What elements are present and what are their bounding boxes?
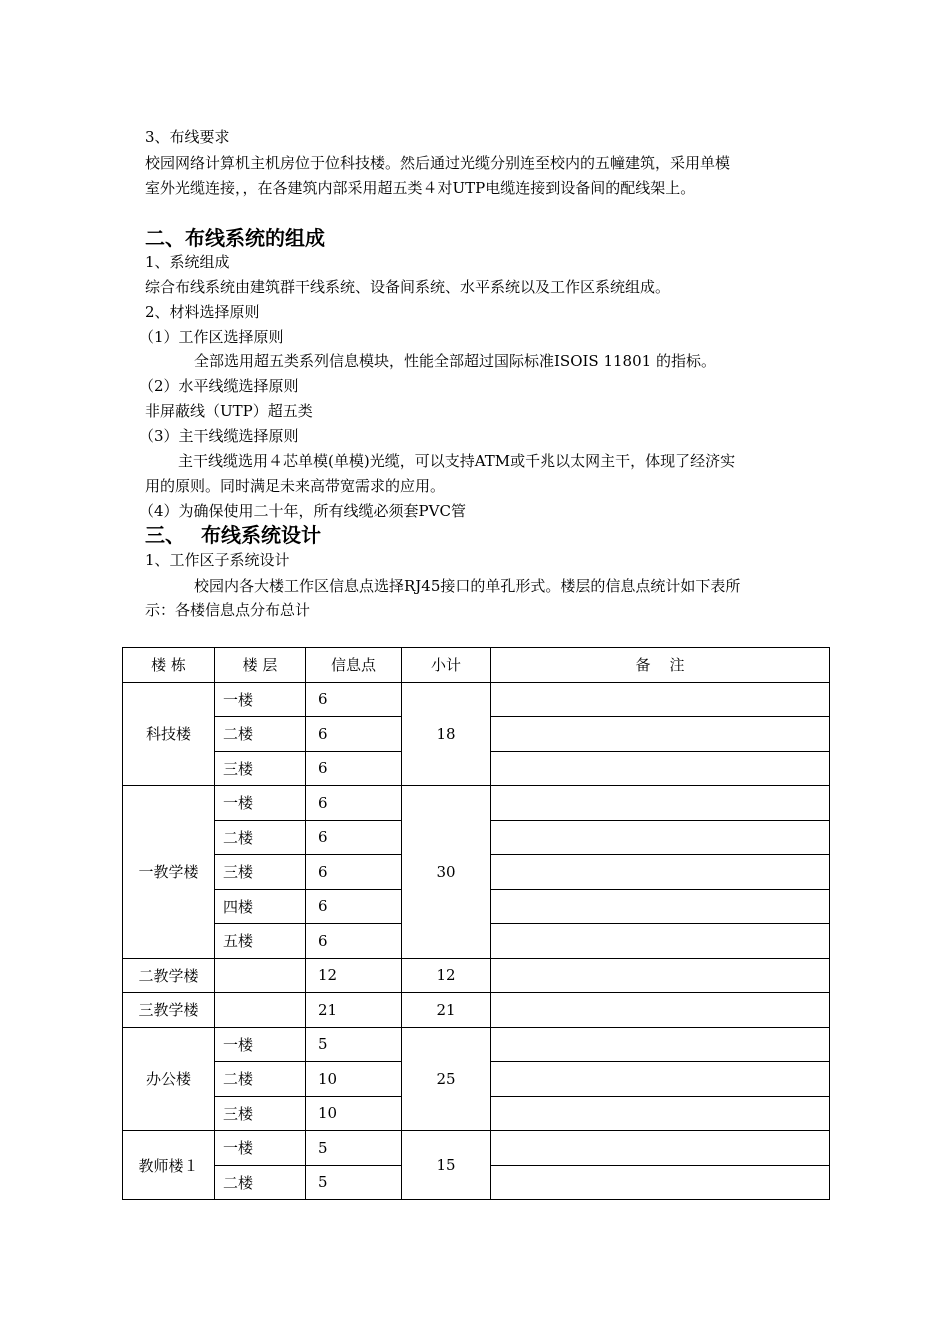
- points-cell: 5: [306, 1165, 402, 1200]
- info-point-distribution-table: [122, 647, 830, 1200]
- floor-cell: 二楼: [215, 820, 306, 855]
- floor-cell: 三楼: [215, 855, 306, 890]
- points-cell: 6: [306, 924, 402, 959]
- points-cell: 10: [306, 1096, 402, 1131]
- principle-title: （1）工作区选择原则: [139, 328, 284, 346]
- header-floor: 楼 层: [215, 648, 306, 683]
- floor-cell: 二楼: [215, 1062, 306, 1097]
- floor-cell: 一楼: [215, 682, 306, 717]
- section-heading-wiring-requirements: 3、布线要求: [145, 128, 230, 146]
- table-body: [123, 682, 830, 1200]
- subsection-title: 1、系统组成: [145, 253, 230, 271]
- subsection-title: 1、工作区子系统设计: [145, 551, 290, 569]
- remarks-cell: [491, 958, 830, 993]
- floor-cell: 一楼: [215, 1131, 306, 1166]
- building-name: 教师楼１: [123, 1131, 215, 1200]
- floor-cell: [215, 958, 306, 993]
- building-name: 办公楼: [123, 1027, 215, 1131]
- remarks-cell: [491, 751, 830, 786]
- principle-title: （4）为确保使用二十年，所有线缆必须套PVC管: [139, 502, 466, 520]
- header-subtotal: 小计: [402, 648, 491, 683]
- principle-title: （2）水平线缆选择原则: [139, 377, 299, 395]
- remarks-cell: [491, 1131, 830, 1166]
- remarks-cell: [491, 786, 830, 821]
- building-name: 二教学楼: [123, 958, 215, 993]
- building-name: 一教学楼: [123, 786, 215, 959]
- subtotal-cell: 25: [402, 1027, 491, 1131]
- points-cell: 6: [306, 855, 402, 890]
- section-title-text: 布线系统设计: [201, 523, 321, 547]
- subtotal-cell: 12: [402, 958, 491, 993]
- floor-cell: 四楼: [215, 889, 306, 924]
- floor-cell: 五楼: [215, 924, 306, 959]
- remarks-cell: [491, 1165, 830, 1200]
- remarks-cell: [491, 924, 830, 959]
- floor-cell: [215, 993, 306, 1028]
- points-cell: 10: [306, 1062, 402, 1097]
- remarks-cell: [491, 889, 830, 924]
- points-cell: 21: [306, 993, 402, 1028]
- paragraph-line: 室外光缆连接，，在各建筑内部采用超五类４对UTP电缆连接到设备间的配线架上。: [145, 179, 696, 197]
- building-name: 科技楼: [123, 682, 215, 786]
- table-row: [123, 786, 830, 821]
- section-number: 三、: [145, 523, 185, 547]
- paragraph-line: 全部选用超五类系列信息模块，性能全部超过国际标准ISOIS 11801 的指标。: [194, 352, 716, 370]
- subtotal-cell: 18: [402, 682, 491, 786]
- table-row: [123, 993, 830, 1028]
- paragraph-line: 非屏蔽线（UTP）超五类: [145, 402, 313, 420]
- subtotal-cell: 15: [402, 1131, 491, 1200]
- paragraph-line: 示：各楼信息点分布总计: [145, 601, 311, 619]
- paragraph-line: 主干线缆选用４芯单模(单模)光缆，可以支持ATM或千兆以太网主干，体现了经济实: [178, 452, 736, 470]
- principle-title: （3）主干线缆选择原则: [139, 427, 299, 445]
- paragraph-line: 综合布线系统由建筑群干线系统、设备间系统、水平系统以及工作区系统组成。: [145, 278, 671, 296]
- remarks-cell: [491, 820, 830, 855]
- floor-cell: 二楼: [215, 1165, 306, 1200]
- paragraph-line: 校园内各大楼工作区信息点选择RJ45接口的单孔形式。楼层的信息点统计如下表所: [194, 577, 741, 595]
- table-row: [123, 1131, 830, 1166]
- subsection-title: 2、材料选择原则: [145, 303, 260, 321]
- floor-cell: 一楼: [215, 786, 306, 821]
- floor-cell: 一楼: [215, 1027, 306, 1062]
- points-cell: 5: [306, 1027, 402, 1062]
- section-title-composition: 二、布线系统的组成: [145, 226, 325, 250]
- remarks-cell: [491, 682, 830, 717]
- paragraph-line: 校园网络计算机主机房位于位科技楼。然后通过光缆分别连至校内的五幢建筑，采用单模: [145, 154, 731, 172]
- table-row: [123, 682, 830, 717]
- building-name: 三教学楼: [123, 993, 215, 1028]
- points-cell: 6: [306, 682, 402, 717]
- floor-cell: 二楼: [215, 717, 306, 752]
- section-title-design: [145, 522, 321, 548]
- header-info-points: 信息点: [306, 648, 402, 683]
- table-row: [123, 1027, 830, 1062]
- header-building: 楼 栋: [123, 648, 215, 683]
- remarks-cell: [491, 855, 830, 890]
- points-cell: 6: [306, 786, 402, 821]
- remarks-cell: [491, 1096, 830, 1131]
- points-cell: 6: [306, 717, 402, 752]
- table-header-row: [123, 648, 830, 683]
- remarks-cell: [491, 1062, 830, 1097]
- floor-cell: 三楼: [215, 1096, 306, 1131]
- remarks-cell: [491, 1027, 830, 1062]
- points-cell: 6: [306, 889, 402, 924]
- points-cell: 5: [306, 1131, 402, 1166]
- remarks-cell: [491, 993, 830, 1028]
- table-row: [123, 958, 830, 993]
- subtotal-cell: 21: [402, 993, 491, 1028]
- header-remarks: 备 注: [491, 648, 830, 683]
- remarks-cell: [491, 717, 830, 752]
- paragraph-line: 用的原则。同时满足未来高带宽需求的应用。: [145, 477, 446, 495]
- points-cell: 6: [306, 751, 402, 786]
- points-cell: 12: [306, 958, 402, 993]
- subtotal-cell: 30: [402, 786, 491, 959]
- floor-cell: 三楼: [215, 751, 306, 786]
- points-cell: 6: [306, 820, 402, 855]
